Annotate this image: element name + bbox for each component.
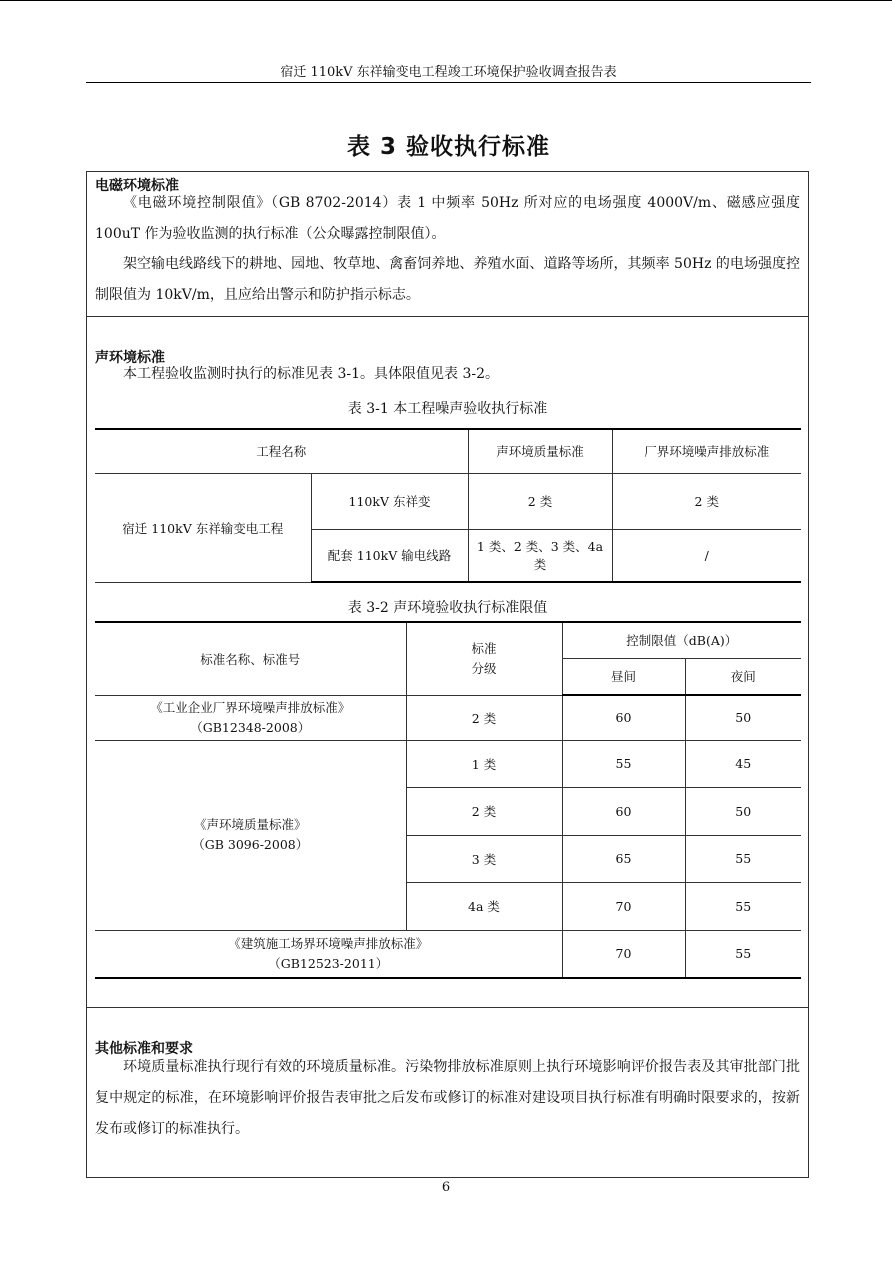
table-cell: 2 类 xyxy=(406,695,562,740)
page-title: 表 3 验收执行标准 xyxy=(346,134,551,160)
table-cell: 4a 类 xyxy=(406,882,562,930)
table-cell: 3 类 xyxy=(406,835,562,882)
section-divider xyxy=(87,1007,808,1008)
table-cell: 55 xyxy=(685,930,801,978)
noise-standard-paragraph: 本工程验收监测时执行的标准见表 3-1。具体限值见表 3-2。 xyxy=(123,366,499,382)
table-cell: 50 xyxy=(685,787,801,835)
col-header-night: 夜间 xyxy=(685,658,801,695)
table-cell: 55 xyxy=(685,835,801,882)
standard-code: （GB12348-2008） xyxy=(190,719,311,735)
standard-name: 《建筑施工场界环境噪声排放标准》 xyxy=(228,935,429,951)
other-standard-paragraph: 环境质量标准执行现行有效的环境质量标准。污染物排放标准原则上执行环境影响评价报告表及其审批部门批复中规定的标准，在环境影响评价报告表审批之后发布或修订的标准对建设项目执行标准有明确时限要求的，按新发布或修订的标准执行。 xyxy=(95,1059,800,1137)
table-cell: / xyxy=(612,529,801,582)
col-header-class-line1: 标准 xyxy=(471,640,497,656)
col-header-quality: 声环境质量标准 xyxy=(468,429,612,473)
em-standard-paragraph-1: 《电磁环境控制限值》（GB 8702-2014）表 1 中频率 50Hz 所对应的电场强度 4000V/m、磁感应强度 100uT 作为验收监测的执行标准（公众曝露控制限值）。 xyxy=(95,195,800,242)
table-cell: 55 xyxy=(562,740,685,787)
col-header-project: 工程名称 xyxy=(95,429,468,473)
table-3-1 xyxy=(95,428,801,583)
table-cell: 2 类 xyxy=(406,787,562,835)
table-cell: 65 xyxy=(562,835,685,882)
table-3-1-header-row xyxy=(95,429,801,473)
standard-code: （GB 3096-2008） xyxy=(192,837,309,852)
header-rule xyxy=(86,82,811,83)
table-3-2-caption: 表 3-2 声环境验收执行标准限值 xyxy=(347,600,548,616)
standard-name-cell xyxy=(95,930,562,978)
col-header-class xyxy=(406,622,562,695)
table-cell: 60 xyxy=(562,787,685,835)
standard-name-cell xyxy=(95,740,406,930)
col-header-day: 昼间 xyxy=(562,658,685,695)
col-header-limit: 控制限值（dB(A)） xyxy=(562,622,801,658)
project-name-cell: 宿迁 110kV 东祥输变电工程 xyxy=(95,473,311,582)
col-header-boundary: 厂界环境噪声排放标准 xyxy=(612,429,801,473)
table-cell: 50 xyxy=(685,695,801,740)
standard-code: （GB12523-2011） xyxy=(268,955,389,971)
table-row xyxy=(95,930,801,978)
em-standard-heading: 电磁环境标准 xyxy=(95,178,179,194)
table-3-2 xyxy=(95,621,801,979)
table-3-1-caption: 表 3-1 本工程噪声验收执行标准 xyxy=(347,401,548,417)
table-cell: 70 xyxy=(562,930,685,978)
table-cell: 1 类 xyxy=(406,740,562,787)
page-number: 6 xyxy=(441,1180,451,1195)
em-standard-paragraph-2: 架空输电线路线下的耕地、园地、牧草地、禽畜饲养地、养殖水面、道路等场所，其频率 50Hz 的电场强度控制限值为 10kV/m，且应给出警示和防护指示标志。 xyxy=(95,256,800,303)
table-cell: 55 xyxy=(685,882,801,930)
noise-standard-heading: 声环境标准 xyxy=(95,350,165,366)
standards-frame xyxy=(86,171,809,1178)
section-divider xyxy=(87,316,808,317)
table-3-2-header-row xyxy=(95,622,801,658)
col-header-class-line2: 分级 xyxy=(471,660,497,676)
standard-name: 《声环境质量标准》 xyxy=(193,817,307,832)
table-cell: 配套 110kV 输电线路 xyxy=(311,529,468,582)
other-standard-heading: 其他标准和要求 xyxy=(95,1041,193,1057)
table-cell: 70 xyxy=(562,882,685,930)
table-row xyxy=(95,740,801,787)
standard-name-cell xyxy=(95,695,406,740)
standard-name: 《工业企业厂界环境噪声排放标准》 xyxy=(150,699,351,715)
table-cell: 1 类、2 类、3 类、4a 类 xyxy=(468,529,612,582)
page-header: 宿迁 110kV 东祥输变电工程竣工环境保护验收调查报告表 xyxy=(280,65,617,80)
table-cell: 60 xyxy=(562,695,685,740)
table-cell: 2 类 xyxy=(468,473,612,529)
table-cell: 45 xyxy=(685,740,801,787)
table-row xyxy=(95,473,801,529)
top-border xyxy=(0,0,892,1)
table-cell: 2 类 xyxy=(612,473,801,529)
table-cell: 110kV 东祥变 xyxy=(311,473,468,529)
table-row xyxy=(95,695,801,740)
col-header-standard-name: 标准名称、标准号 xyxy=(95,622,406,695)
